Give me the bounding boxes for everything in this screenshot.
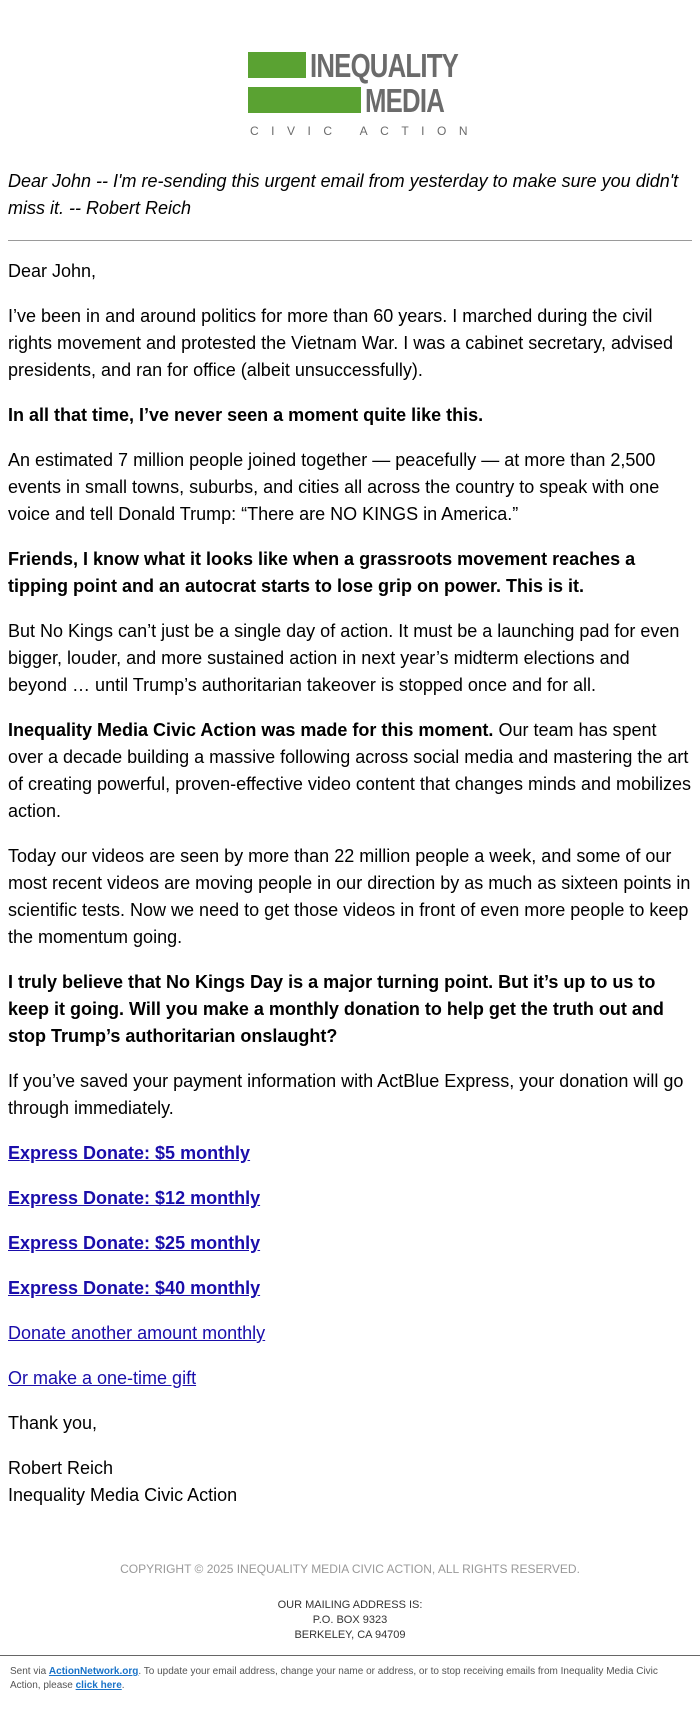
paragraph-4 — [8, 546, 692, 600]
salutation: Dear John, — [8, 261, 97, 281]
email-body — [8, 258, 692, 1509]
donate-25-monthly-link[interactable]: Express Donate: $25 monthly — [8, 1233, 261, 1253]
paragraph-1: I’ve been in and around politics for more than 60 years. I marched during the civil rights movement and protested the Vietnam War. I was a cabinet secretary, advised presidents, and ran for office (albeit unsuccessfully). — [8, 306, 673, 380]
paragraph-5: But No Kings can’t just be a single day of action. It must be a launching pad for even bigger, louder, and more sustained action in next year’s midterm elections and beyond … until Trump’s authoritarian takeover is stopped once and for all. — [8, 621, 680, 695]
donate-40-monthly-link[interactable]: Express Donate: $40 monthly — [8, 1278, 261, 1298]
paragraph-6 — [8, 717, 692, 825]
paragraph-8-bold: I truly believe that No Kings Day is a major turning point. But it’s up to us to keep it going. Will you make a monthly donation to help get the truth out and stop Trump’s authoritarian onslaught? — [8, 972, 664, 1046]
sent-via-notice — [10, 1665, 680, 1693]
signature-org: Inequality Media Civic Action — [8, 1485, 238, 1505]
address-label: OUR MAILING ADDRESS IS: — [277, 1599, 423, 1611]
logo-bar-top — [248, 52, 306, 78]
thanks: Thank you, — [8, 1413, 98, 1433]
paragraph-6-rest: Our team has spent over a decade building a massive following across social media and mastering the art of creating powerful, proven-effective video content that changes minds and mobilizes action. — [8, 720, 692, 821]
footer-divider — [0, 1655, 700, 1656]
sent-middle: . To update your email address, change your name or address, or to stop receiving emails from Inequality Media Civic Action, please — [10, 1666, 658, 1691]
donate-5-monthly-link[interactable]: Express Donate: $5 monthly — [8, 1143, 251, 1163]
brand-logo — [240, 47, 481, 140]
logo-bar-bottom — [248, 87, 361, 113]
paragraph-2-bold: In all that time, I’ve never seen a moment quite like this. — [8, 405, 484, 425]
intro-note: Dear John -- I'm re-sending this urgent email from yesterday to make sure you didn't miss it. -- Robert Reich — [8, 171, 679, 218]
actionnetwork-link[interactable]: ActionNetwork.org — [48, 1666, 139, 1677]
signature — [8, 1455, 692, 1509]
copyright: COPYRIGHT © 2025 INEQUALITY MEDIA CIVIC ACTION, ALL RIGHTS RESERVED. — [120, 1562, 580, 1576]
logo-subtitle: CIVIC ACTION — [250, 124, 481, 138]
donate-12-monthly-link[interactable]: Express Donate: $12 monthly — [8, 1188, 261, 1208]
logo-word-inequality: INEQUALITY — [310, 47, 459, 84]
unsubscribe-link[interactable]: click here — [75, 1680, 122, 1691]
sent-prefix: Sent via — [10, 1666, 49, 1677]
address-line-1: P.O. BOX 9323 — [312, 1614, 388, 1626]
one-time-gift-link[interactable]: Or make a one-time gift — [8, 1368, 197, 1388]
paragraph-4-bold: Friends, I know what it looks like when a grassroots movement reaches a tipping point and an autocrat starts to lose grip on power. This is it. — [8, 549, 636, 596]
paragraph-7: Today our videos are seen by more than 22 million people a week, and some of our most recent videos are moving people in our direction by as much as sixteen points in scientific tests. Now we need to get those videos in front of even more people to keep the momentum going. — [8, 846, 691, 947]
paragraph-3: An estimated 7 million people joined together — peacefully — at more than 2,500 events in small towns, suburbs, and cities all across the country to speak with one voice and tell Donald Trump: “There are NO KINGS in America.” — [8, 450, 660, 524]
sent-end: . — [121, 1680, 125, 1691]
donate-other-amount-link[interactable]: Donate another amount monthly — [8, 1323, 266, 1343]
paragraph-9: If you’ve saved your payment information with ActBlue Express, your donation will go through immediately. — [8, 1071, 684, 1118]
paragraph-2 — [8, 402, 692, 429]
mailing-address — [0, 1598, 700, 1643]
logo-word-media: MEDIA — [365, 82, 445, 119]
paragraph-6-bold: Inequality Media Civic Action was made for this moment. — [8, 720, 494, 740]
divider — [8, 240, 692, 241]
paragraph-8 — [8, 969, 692, 1050]
signature-name: Robert Reich — [8, 1458, 114, 1478]
address-line-2: BERKELEY, CA 94709 — [294, 1629, 406, 1641]
